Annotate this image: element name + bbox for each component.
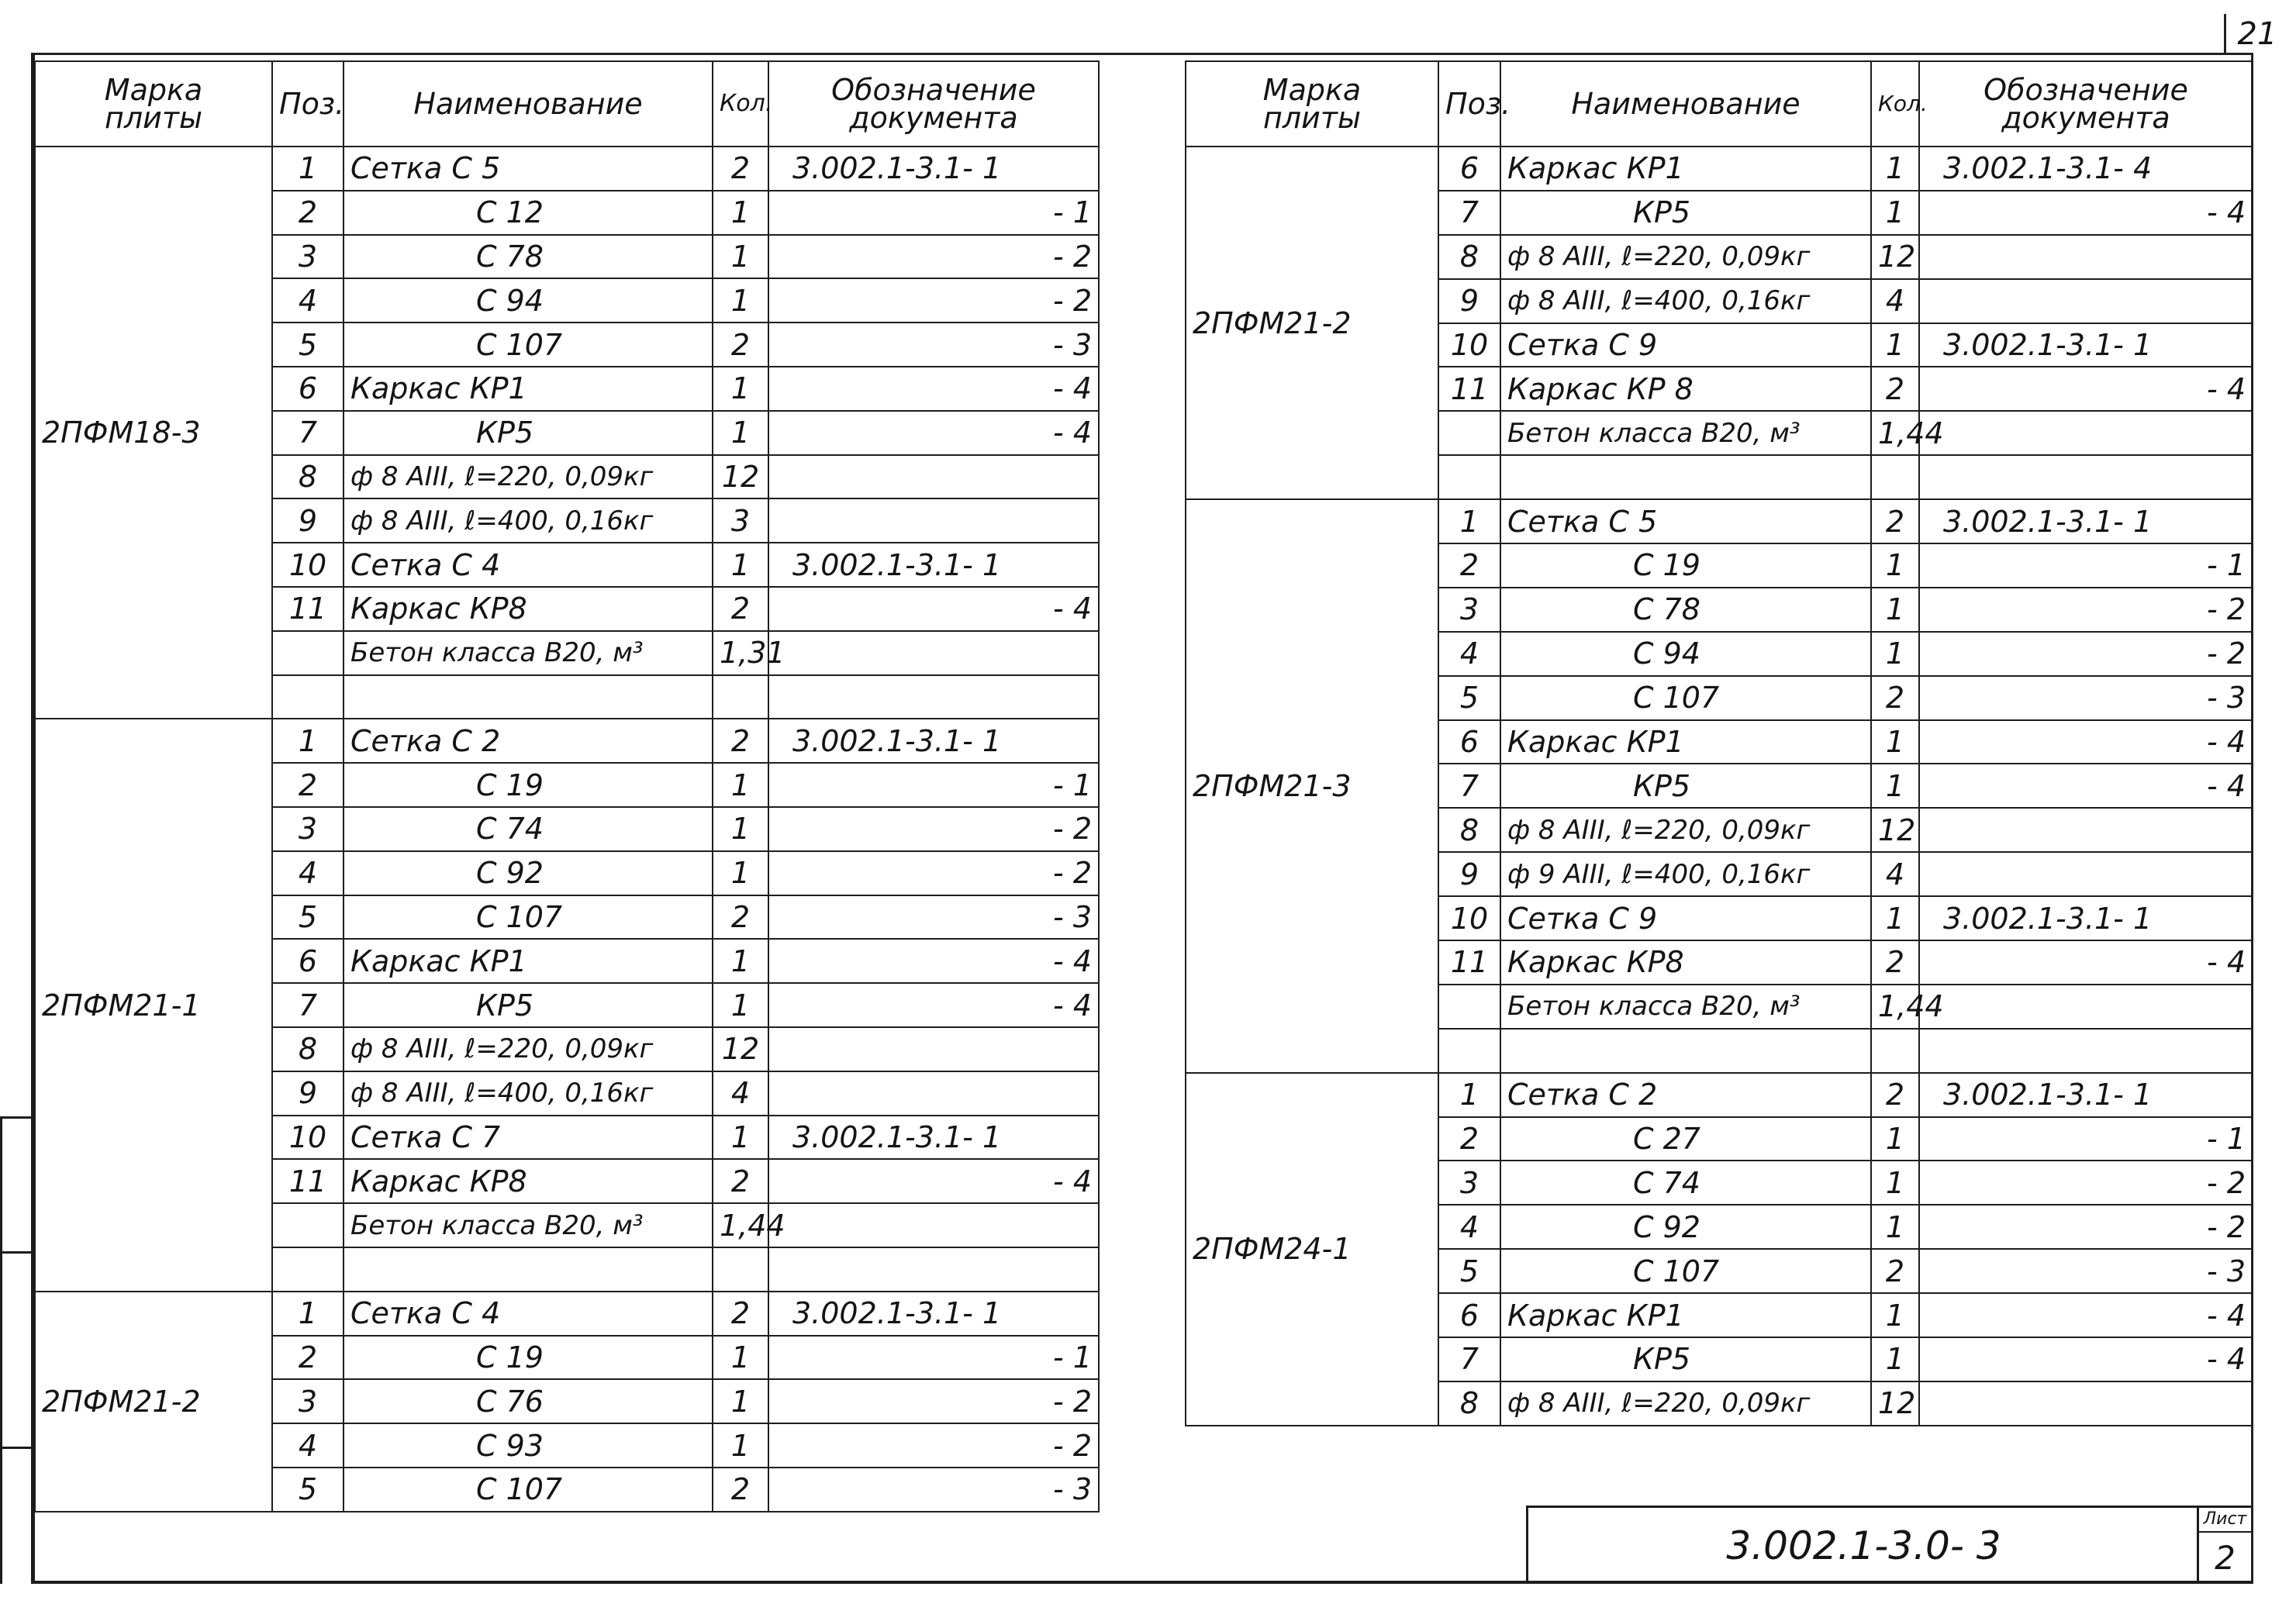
name-cell [344, 1247, 713, 1292]
document-cell: - 3 [768, 895, 1099, 940]
header-mark: Марка плиты [35, 61, 272, 147]
position-cell [272, 1247, 344, 1292]
quantity-cell: 1 [713, 1379, 768, 1423]
position-cell: 5 [272, 895, 344, 940]
name-cell: Каркас КР 8 [1500, 367, 1871, 411]
quantity-cell: 2 [713, 147, 768, 191]
document-cell: - 2 [768, 278, 1099, 323]
document-cell: - 4 [1919, 940, 2253, 985]
document-cell [768, 1203, 1099, 1247]
spec-table-right [1185, 60, 2253, 1426]
document-cell: - 2 [1919, 588, 2253, 632]
position-cell: 9 [272, 1071, 344, 1116]
name-cell: ф 8 АIII, ℓ=400, 0,16кг [344, 1071, 713, 1116]
position-cell: 8 [1438, 808, 1500, 852]
position-cell: 9 [1438, 852, 1500, 896]
position-cell: 10 [1438, 896, 1500, 940]
quantity-cell: 1 [713, 763, 768, 807]
name-cell: ф 8 АIII, ℓ=220, 0,09кг [1500, 235, 1871, 279]
document-cell: - 1 [1919, 1117, 2253, 1161]
quantity-cell: 1 [1871, 1293, 1919, 1337]
position-cell: 8 [272, 1027, 344, 1071]
table-header [35, 61, 1099, 147]
quantity-cell [1871, 455, 1919, 499]
position-cell: 11 [272, 1159, 344, 1203]
position-cell: 6 [272, 367, 344, 411]
document-cell: 3.002.1-3.1- 1 [1919, 323, 2253, 367]
document-cell [768, 1247, 1099, 1292]
document-cell [1919, 852, 2253, 896]
quantity-cell: 1 [1871, 1337, 1919, 1381]
header-mark: Марка плиты [1186, 61, 1438, 147]
name-cell: Каркас КР1 [344, 367, 713, 411]
position-cell: 2 [272, 191, 344, 235]
position-cell [1438, 411, 1500, 455]
name-cell: С 19 [344, 1336, 713, 1380]
document-cell: - 2 [768, 1379, 1099, 1423]
position-cell: 8 [1438, 1381, 1500, 1426]
header-pos: Поз. [1438, 61, 1500, 147]
name-cell: С 12 [344, 191, 713, 235]
quantity-cell [1871, 1029, 1919, 1073]
name-cell: ф 8 АIII, ℓ=220, 0,09кг [344, 1027, 713, 1071]
name-cell: С 92 [1500, 1205, 1871, 1249]
position-cell [272, 1203, 344, 1247]
document-cell: - 4 [1919, 764, 2253, 808]
name-cell: КР5 [1500, 764, 1871, 808]
document-cell: - 4 [1919, 720, 2253, 764]
quantity-cell: 12 [1871, 235, 1919, 279]
document-cell: - 4 [768, 983, 1099, 1027]
position-cell [272, 675, 344, 719]
document-cell [768, 455, 1099, 499]
position-cell: 1 [272, 1292, 344, 1336]
quantity-cell: 1 [713, 983, 768, 1027]
quantity-cell: 2 [1871, 1073, 1919, 1117]
name-cell: Сетка С 9 [1500, 323, 1871, 367]
document-cell: - 4 [1919, 1337, 2253, 1381]
sheet-label: Лист [2199, 1508, 2251, 1533]
header-name: Наименование [344, 61, 713, 147]
quantity-cell: 2 [713, 719, 768, 763]
quantity-cell: 1 [1871, 588, 1919, 632]
position-cell: 4 [272, 1423, 344, 1468]
name-cell: С 19 [344, 763, 713, 807]
quantity-cell: 3 [713, 498, 768, 543]
name-cell: С 107 [1500, 1249, 1871, 1293]
header-qty: Кол. [713, 61, 768, 147]
document-cell: - 2 [1919, 632, 2253, 676]
quantity-cell: 1 [713, 411, 768, 455]
header-doc: Обозначение документа [768, 61, 1099, 147]
position-cell: 9 [272, 498, 344, 543]
name-cell [1500, 1029, 1871, 1073]
name-cell: Каркас КР1 [344, 939, 713, 983]
position-cell: 3 [272, 807, 344, 851]
document-cell: - 3 [768, 323, 1099, 367]
position-cell: 7 [272, 411, 344, 455]
name-cell [1500, 455, 1871, 499]
document-cell [1919, 1029, 2253, 1073]
binding-strip [0, 1116, 33, 1584]
document-cell [1919, 235, 2253, 279]
name-cell: Каркас КР8 [344, 587, 713, 631]
quantity-cell: 2 [1871, 367, 1919, 411]
name-cell: С 19 [1500, 543, 1871, 588]
position-cell: 7 [1438, 1337, 1500, 1381]
document-cell: 3.002.1-3.1- 1 [1919, 896, 2253, 940]
document-cell: - 2 [768, 1423, 1099, 1468]
name-cell: Каркас КР1 [1500, 1293, 1871, 1337]
quantity-cell: 1 [1871, 764, 1919, 808]
position-cell: 10 [272, 1116, 344, 1160]
quantity-cell: 12 [1871, 808, 1919, 852]
title-block [1526, 1506, 2251, 1584]
position-cell: 8 [272, 455, 344, 499]
quantity-cell: 2 [1871, 499, 1919, 543]
quantity-cell: 1,31 [713, 631, 768, 675]
quantity-cell: 2 [1871, 940, 1919, 985]
name-cell: ф 8 АIII, ℓ=400, 0,16кг [1500, 279, 1871, 323]
quantity-cell: 2 [713, 1292, 768, 1336]
document-cell: - 4 [768, 939, 1099, 983]
sheet-number: 2 [2215, 1539, 2236, 1577]
quantity-cell: 1 [713, 1423, 768, 1468]
name-cell: С 78 [1500, 588, 1871, 632]
document-cell: 3.002.1-3.1- 1 [768, 1116, 1099, 1160]
quantity-cell: 1 [713, 851, 768, 895]
name-cell: КР5 [1500, 1337, 1871, 1381]
name-cell: Сетка С 9 [1500, 896, 1871, 940]
name-cell: ф 8 АIII, ℓ=220, 0,09кг [1500, 808, 1871, 852]
name-cell: С 74 [344, 807, 713, 851]
name-cell: ф 8 АIII, ℓ=220, 0,09кг [1500, 1381, 1871, 1426]
document-cell: - 2 [1919, 1161, 2253, 1205]
position-cell: 5 [272, 323, 344, 367]
position-cell: 2 [1438, 543, 1500, 588]
position-cell: 6 [1438, 720, 1500, 764]
page-number: 21 [2224, 14, 2288, 54]
name-cell: ф 8 АIII, ℓ=220, 0,09кг [344, 455, 713, 499]
document-cell: - 4 [768, 411, 1099, 455]
table-row [1186, 147, 2253, 191]
position-cell: 4 [272, 851, 344, 895]
table-row [1186, 499, 2253, 543]
quantity-cell: 1 [713, 807, 768, 851]
name-cell: С 107 [344, 1468, 713, 1512]
position-cell: 3 [272, 1379, 344, 1423]
name-cell: КР5 [344, 411, 713, 455]
name-cell: Сетка С 5 [344, 147, 713, 191]
name-cell: С 76 [344, 1379, 713, 1423]
quantity-cell: 4 [1871, 852, 1919, 896]
quantity-cell: 1 [1871, 543, 1919, 588]
name-cell: С 27 [1500, 1117, 1871, 1161]
name-cell: ф 9 АIII, ℓ=400, 0,16кг [1500, 852, 1871, 896]
position-cell: 6 [272, 939, 344, 983]
document-cell: - 1 [768, 1336, 1099, 1380]
header-name: Наименование [1500, 61, 1871, 147]
quantity-cell: 1,44 [713, 1203, 768, 1247]
header-qty: Кол. [1871, 61, 1919, 147]
name-cell: С 92 [344, 851, 713, 895]
position-cell: 4 [1438, 1205, 1500, 1249]
quantity-cell: 1 [713, 191, 768, 235]
document-cell: 3.002.1-3.1- 1 [1919, 499, 2253, 543]
name-cell: С 107 [344, 895, 713, 940]
sheet-cell [2197, 1508, 2251, 1584]
quantity-cell: 1 [713, 1336, 768, 1380]
name-cell: Бетон класса В20, м³ [1500, 411, 1871, 455]
quantity-cell: 1 [1871, 1205, 1919, 1249]
quantity-cell: 4 [1871, 279, 1919, 323]
position-cell: 4 [1438, 632, 1500, 676]
position-cell: 5 [272, 1468, 344, 1512]
document-cell: 3.002.1-3.1- 1 [1919, 1073, 2253, 1117]
document-cell: - 1 [768, 763, 1099, 807]
document-cell: 3.002.1-3.1- 1 [768, 719, 1099, 763]
quantity-cell: 1 [713, 543, 768, 587]
document-cell: 3.002.1-3.1- 1 [768, 1292, 1099, 1336]
document-cell [768, 675, 1099, 719]
document-cell: - 4 [1919, 367, 2253, 411]
position-cell: 6 [1438, 147, 1500, 191]
position-cell: 7 [1438, 191, 1500, 235]
name-cell: С 107 [344, 323, 713, 367]
name-cell: С 94 [344, 278, 713, 323]
document-cell: - 1 [768, 191, 1099, 235]
quantity-cell: 1 [713, 278, 768, 323]
position-cell: 8 [1438, 235, 1500, 279]
name-cell: Сетка С 5 [1500, 499, 1871, 543]
position-cell: 5 [1438, 676, 1500, 720]
document-cell: 3.002.1-3.1- 4 [1919, 147, 2253, 191]
document-cell: 3.002.1-3.1- 1 [768, 147, 1099, 191]
document-cell: - 3 [768, 1468, 1099, 1512]
quantity-cell: 1 [1871, 191, 1919, 235]
quantity-cell: 1,44 [1871, 411, 1919, 455]
document-cell [768, 498, 1099, 543]
quantity-cell: 2 [713, 895, 768, 940]
name-cell: Бетон класса В20, м³ [1500, 985, 1871, 1029]
document-cell [1919, 808, 2253, 852]
document-cell: - 4 [768, 1159, 1099, 1203]
quantity-cell: 1 [1871, 323, 1919, 367]
table-row [35, 1292, 1099, 1336]
slab-mark: 2ПФМ21-3 [1186, 499, 1438, 1073]
position-cell: 1 [1438, 499, 1500, 543]
name-cell: С 107 [1500, 676, 1871, 720]
quantity-cell: 12 [1871, 1381, 1919, 1426]
document-cell: - 3 [1919, 676, 2253, 720]
document-cell: - 3 [1919, 1249, 2253, 1293]
position-cell: 11 [1438, 940, 1500, 985]
position-cell: 2 [272, 1336, 344, 1380]
name-cell: Сетка С 7 [344, 1116, 713, 1160]
position-cell: 10 [272, 543, 344, 587]
document-cell: - 4 [768, 367, 1099, 411]
name-cell: С 94 [1500, 632, 1871, 676]
slab-mark: 2ПФМ21-1 [35, 719, 272, 1291]
quantity-cell: 1 [1871, 632, 1919, 676]
name-cell: Каркас КР8 [344, 1159, 713, 1203]
position-cell [1438, 1029, 1500, 1073]
position-cell [272, 631, 344, 675]
quantity-cell: 1 [713, 939, 768, 983]
name-cell: Бетон класса В20, м³ [344, 1203, 713, 1247]
table-row [35, 719, 1099, 763]
document-cell [1919, 1381, 2253, 1426]
document-cell: - 2 [1919, 1205, 2253, 1249]
document-cell: - 4 [1919, 191, 2253, 235]
position-cell: 1 [272, 719, 344, 763]
position-cell: 9 [1438, 279, 1500, 323]
quantity-cell: 12 [713, 455, 768, 499]
name-cell: Сетка С 2 [344, 719, 713, 763]
document-cell [768, 631, 1099, 675]
document-cell [768, 1071, 1099, 1116]
name-cell: С 74 [1500, 1161, 1871, 1205]
slab-mark: 2ПФМ24-1 [1186, 1073, 1438, 1426]
table-row [1186, 1073, 2253, 1117]
slab-mark: 2ПФМ21-2 [35, 1292, 272, 1512]
header-doc: Обозначение документа [1919, 61, 2253, 147]
quantity-cell: 2 [713, 1159, 768, 1203]
table-row [35, 147, 1099, 191]
quantity-cell: 1 [1871, 1117, 1919, 1161]
document-cell [1919, 455, 2253, 499]
document-cell: - 2 [768, 807, 1099, 851]
quantity-cell: 1 [1871, 147, 1919, 191]
position-cell: 7 [1438, 764, 1500, 808]
name-cell: Бетон класса В20, м³ [344, 631, 713, 675]
quantity-cell [713, 1247, 768, 1292]
position-cell: 1 [1438, 1073, 1500, 1117]
document-cell: - 4 [768, 587, 1099, 631]
document-cell [1919, 411, 2253, 455]
name-cell: КР5 [1500, 191, 1871, 235]
position-cell: 2 [272, 763, 344, 807]
name-cell: Каркас КР1 [1500, 720, 1871, 764]
position-cell: 11 [1438, 367, 1500, 411]
quantity-cell: 1 [713, 1116, 768, 1160]
name-cell: Сетка С 4 [344, 543, 713, 587]
name-cell: С 78 [344, 235, 713, 279]
spec-table-left [34, 60, 1100, 1512]
header-pos: Поз. [272, 61, 344, 147]
position-cell: 2 [1438, 1117, 1500, 1161]
position-cell: 3 [1438, 1161, 1500, 1205]
position-cell [1438, 985, 1500, 1029]
name-cell: Каркас КР8 [1500, 940, 1871, 985]
document-cell: - 2 [768, 235, 1099, 279]
document-cell [1919, 279, 2253, 323]
quantity-cell [713, 675, 768, 719]
position-cell: 7 [272, 983, 344, 1027]
document-cell: - 2 [768, 851, 1099, 895]
quantity-cell: 12 [713, 1027, 768, 1071]
name-cell: Сетка С 4 [344, 1292, 713, 1336]
position-cell: 6 [1438, 1293, 1500, 1337]
quantity-cell: 2 [713, 1468, 768, 1512]
quantity-cell: 4 [713, 1071, 768, 1116]
document-cell: - 1 [1919, 543, 2253, 588]
slab-mark: 2ПФМ18-3 [35, 147, 272, 719]
quantity-cell: 2 [1871, 1249, 1919, 1293]
position-cell: 5 [1438, 1249, 1500, 1293]
document-cell [768, 1027, 1099, 1071]
name-cell: Каркас КР1 [1500, 147, 1871, 191]
quantity-cell: 2 [713, 323, 768, 367]
quantity-cell: 2 [1871, 676, 1919, 720]
position-cell: 3 [1438, 588, 1500, 632]
quantity-cell: 1,44 [1871, 985, 1919, 1029]
quantity-cell: 1 [713, 367, 768, 411]
position-cell: 11 [272, 587, 344, 631]
table-header [1186, 61, 2253, 147]
document-code: 3.002.1-3.0- 3 [1726, 1523, 2001, 1568]
name-cell [344, 675, 713, 719]
name-cell: Сетка С 2 [1500, 1073, 1871, 1117]
position-cell: 1 [272, 147, 344, 191]
document-cell: - 4 [1919, 1293, 2253, 1337]
name-cell: КР5 [344, 983, 713, 1027]
position-cell: 3 [272, 235, 344, 279]
position-cell: 10 [1438, 323, 1500, 367]
position-cell: 4 [272, 278, 344, 323]
quantity-cell: 1 [1871, 720, 1919, 764]
quantity-cell: 1 [1871, 896, 1919, 940]
document-cell [1919, 985, 2253, 1029]
quantity-cell: 1 [1871, 1161, 1919, 1205]
position-cell [1438, 455, 1500, 499]
document-cell: 3.002.1-3.1- 1 [768, 543, 1099, 587]
quantity-cell: 2 [713, 587, 768, 631]
name-cell: ф 8 АIII, ℓ=400, 0,16кг [344, 498, 713, 543]
name-cell: С 93 [344, 1423, 713, 1468]
quantity-cell: 1 [713, 235, 768, 279]
slab-mark: 2ПФМ21-2 [1186, 147, 1438, 499]
